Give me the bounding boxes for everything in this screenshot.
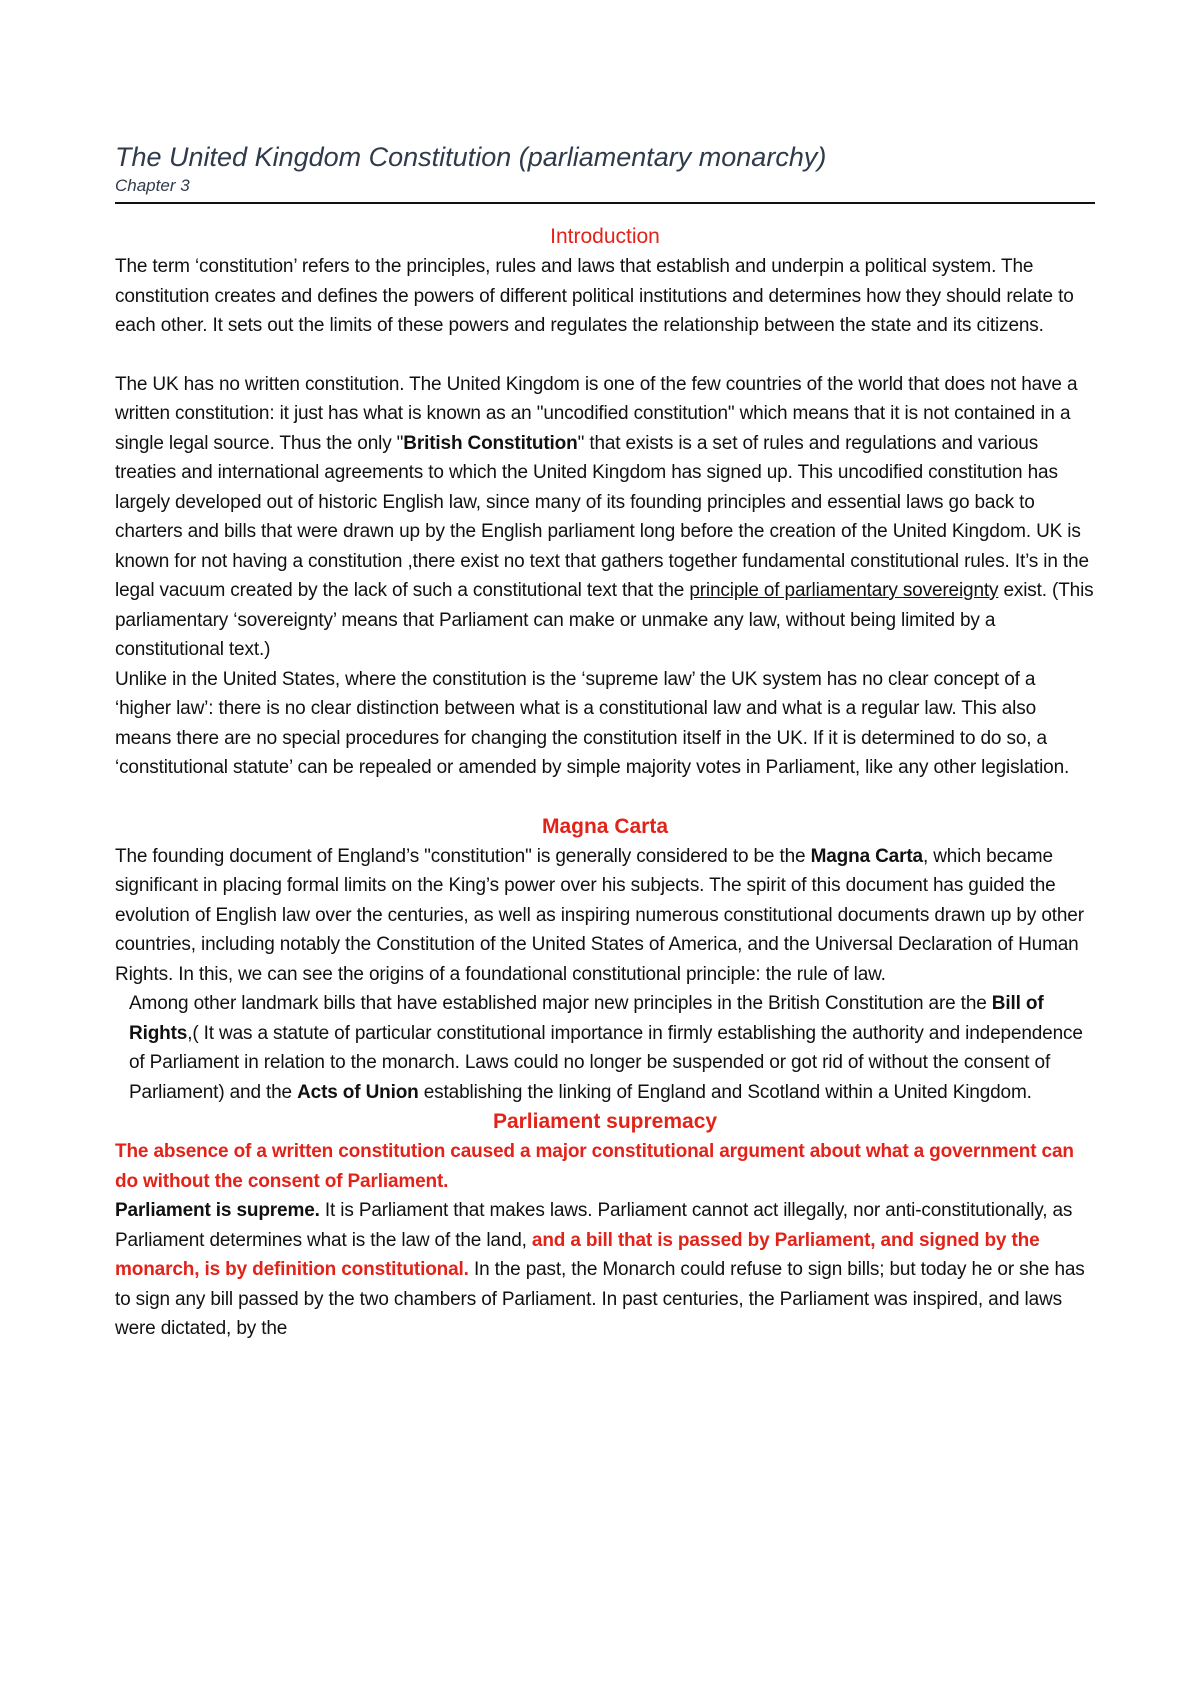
introduction-paragraph-1: The term ‘constitution’ refers to the principles, rules and laws that establish and underpin a political system. The constitution creates and defines the powers of different political institutions and determines how they should relate to each other. It sets out the limits of these powers and regulates the relationship between the state and its citizens.	[115, 256, 1074, 336]
paragraph-gap	[115, 341, 1095, 370]
text-run: Among other landmark bills that have established major new principles in the British Constitution are the	[129, 993, 992, 1014]
text-run: It is Parliament that makes laws. Parliament cannot act illegally, nor anti-constitutionally, as Parliament determines what is the law of the land,	[115, 1200, 1073, 1251]
magna-carta-paragraph-2	[115, 989, 1095, 1107]
text-run: , which became significant in placing formal limits on the King’s power over his subjects. The spirit of this document has guided the evolution of English law over the centuries, as well as inspiring numerous constitutional documents drawn up by other countries, including notably the Constitution of the United States of America, and the Universal Declaration of Human Rights. In this, we can see the origins of a foundational constitutional principle: the rule of law.	[115, 845, 1084, 985]
text-run: establishing the linking of England and Scotland within a United Kingdom.	[418, 1081, 1032, 1103]
parliament-supremacy-paragraph-1	[115, 1196, 1095, 1344]
british-constitution-bold: British Constitution	[403, 432, 578, 454]
introduction-paragraph-2	[115, 370, 1095, 665]
document-page	[115, 140, 1095, 1344]
magna-carta-heading: Magna Carta	[541, 814, 669, 838]
magna-carta-paragraph-1	[115, 842, 1095, 990]
text-run: The UK has no written constitution. The United Kingdom is one of the few countries of the world that does not have a written constitution: it just has what is known as an "uncodified constitution" which means that it is not contained in a single legal source. Thus the only "	[115, 373, 1078, 454]
parliamentary-sovereignty-underlined: principle of parliamentary sovereignty	[689, 580, 999, 601]
introduction-paragraph-3: Unlike in the United States, where the constitution is the ‘supreme law’ the UK system has no clear concept of a ‘higher law’: there is no clear distinction between what is a constitutional law and what is a regular law. This also means there are no special procedures for changing the constitution itself in the UK. If it is determined to do so, a ‘constitutional statute’ can be repealed or amended by simple majority votes in Parliament, like any other legislation.	[115, 668, 1070, 778]
bill-constitutional-red: and a bill that is passed by Parliament, and signed by the monarch, is by definition constitutional.	[115, 1229, 1040, 1280]
parliament-is-supreme-bold: Parliament is supreme.	[115, 1200, 320, 1221]
bill-of-rights-bold: Bill of Rights	[129, 993, 1044, 1044]
text-run: In the past, the Monarch could refuse to sign bills; but today he or she has to sign any bill passed by the two chambers of Parliament. In past centuries, the Parliament was inspired, and laws were dictated, by the	[115, 1259, 1085, 1339]
document-title: The United Kingdom Constitution (parliamentary monarchy)	[115, 142, 827, 172]
chapter-label: Chapter 3	[115, 176, 190, 195]
text-run: The founding document of England’s "constitution" is generally considered to be the	[115, 845, 811, 867]
introduction-heading: Introduction	[550, 225, 660, 248]
parliament-supremacy-intro: The absence of a written constitution caused a major constitutional argument about what a government can do without the consent of Parliament.	[115, 1141, 1074, 1192]
text-run: exist. (This parliamentary ‘sovereignty’ means that Parliament can make or unmake any law, without being limited by a constitutional text.)	[115, 580, 1094, 660]
magna-carta-bold: Magna Carta	[810, 845, 923, 867]
document-header	[115, 140, 1095, 204]
text-run: ,( It was a statute of particular constitutional importance in firmly establishing the authority and independence of Parliament in relation to the monarch. Laws could no longer be suspended or got rid of without the consent of Parliament) and the	[129, 1022, 1083, 1103]
text-run: " that exists is a set of rules and regulations and various treaties and international agreements to which the United Kingdom has signed up. This uncodified constitution has largely developed out of historic English law, since many of its founding principles and essential laws go back to charters and bills that were drawn up by the English parliament long before the creation of the United Kingdom. UK is known for not having a constitution ,there exist no text that gathers together fundamental constitutional rules. It’s in the legal vacuum created by the lack of such a constitutional text that the	[115, 432, 1089, 601]
parliament-supremacy-heading: Parliament supremacy	[492, 1110, 718, 1133]
section-gap	[115, 783, 1095, 812]
acts-of-union-bold: Acts of Union	[297, 1081, 419, 1103]
